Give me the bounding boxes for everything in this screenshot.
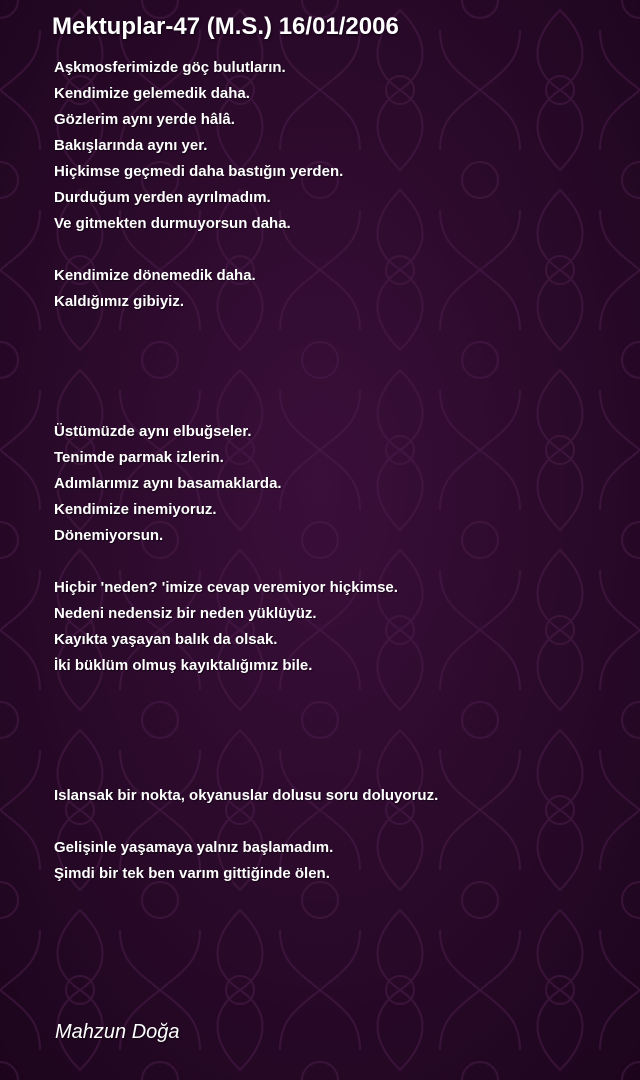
poem-line: Tenimde parmak izlerin.	[54, 449, 224, 466]
poem-line: Nedeni nedensiz bir neden yüklüyüz.	[54, 605, 317, 622]
poem-line: Islansak bir nokta, okyanuslar dolusu soru doluyoruz.	[54, 787, 439, 804]
stanza-1	[54, 55, 614, 237]
poem-line: Kendimize dönemedik daha.	[54, 267, 256, 284]
poem-line: Adımlarımız aynı basamaklarda.	[54, 475, 282, 492]
poem-line: Üstümüzde aynı elbuğseler.	[54, 423, 252, 440]
poem-line: Gelişinle yaşamaya yalnız başlamadım.	[54, 839, 334, 856]
poem-line: Kayıkta yaşayan balık da olsak.	[54, 631, 278, 648]
poem-line: Durduğum yerden ayrılmadım.	[54, 189, 271, 206]
poem-body	[54, 55, 614, 913]
poem-line: Şimdi bir tek ben varım gittiğinde ölen.	[54, 865, 330, 882]
stanza-4	[54, 575, 614, 679]
poem-line: Kendimize gelemedik daha.	[54, 85, 250, 102]
poem-line: İki büklüm olmuş kayıktalığımız bile.	[54, 657, 313, 674]
poem-line: Dönemiyorsun.	[54, 527, 164, 544]
stanza-5	[54, 783, 614, 809]
poem-line: Aşkmosferimizde göç bulutların.	[54, 59, 286, 76]
poem-author: Mahzun Doğa	[55, 1021, 180, 1043]
poem-title: Mektuplar-47 (M.S.) 16/01/2006	[52, 13, 399, 40]
poem-line: Kendimize inemiyoruz.	[54, 501, 217, 518]
stanza-6	[54, 835, 614, 887]
poem-line: Hiçbir 'neden? 'imize cevap veremiyor hiçkimse.	[54, 579, 398, 596]
stanza-2	[54, 263, 614, 315]
poem-line: Gözlerim aynı yerde hâlâ.	[54, 111, 235, 128]
poem-line: Kaldığımız gibiyiz.	[54, 293, 185, 310]
poem-line: Ve gitmekten durmuyorsun daha.	[54, 215, 291, 232]
poem-line: Hiçkimse geçmedi daha bastığın yerden.	[54, 163, 344, 180]
poem-line: Bakışlarında aynı yer.	[54, 137, 208, 154]
stanza-3	[54, 419, 614, 549]
